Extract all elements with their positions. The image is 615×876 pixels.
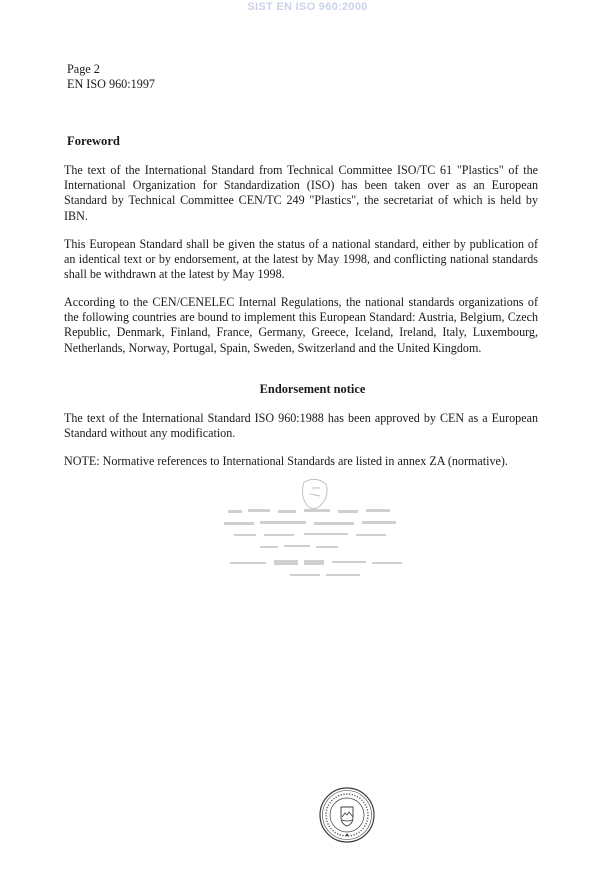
institute-seal [318,786,376,844]
document-id: EN ISO 960:1997 [67,77,156,91]
normative-note: NOTE: Normative references to International Standards are listed in annex ZA (normative). [64,454,508,468]
endorsement-paragraph: The text of the International Standard ISO 960:1988 has been approved by CEN as a European Standard without any modification. [64,411,538,441]
foreword-paragraph-2: This European Standard shall be given the status of a national standard, either by publication of an identical text or by endorsement, at the latest by May 1998, and conflicting national standards shall be withdrawn at the latest by May 1998. [64,237,538,282]
page-number: Page 2 [67,62,100,76]
foreword-paragraph-3: According to the CEN/CENELEC Internal Regulations, the national standards organizations of the following countries are bound to implement this European Standard: Austria, Belgium, Czech Republic, Denmark, Finland, France, Germany, Greece, Iceland, Ireland, Italy, Luxembourg, Netherlands, Norway, Portugal, Spain, Sweden, Switzerland and the United Kingdom. [64,295,538,355]
endorsement-heading: Endorsement notice [259,382,366,396]
page-header [67,62,155,92]
watermark: SIST EN ISO 960:2000 [247,1,368,13]
faint-stamp-impression [220,476,420,596]
foreword-heading: Foreword [67,134,120,148]
foreword-paragraph-1: The text of the International Standard from Technical Committee ISO/TC 61 "Plastics" of the International Organization for Standardization (ISO) has been taken over as an European Standard by Technical Committee CEN/TC 249 "Plastics", the secretariat of which is held by IBN. [64,163,538,223]
